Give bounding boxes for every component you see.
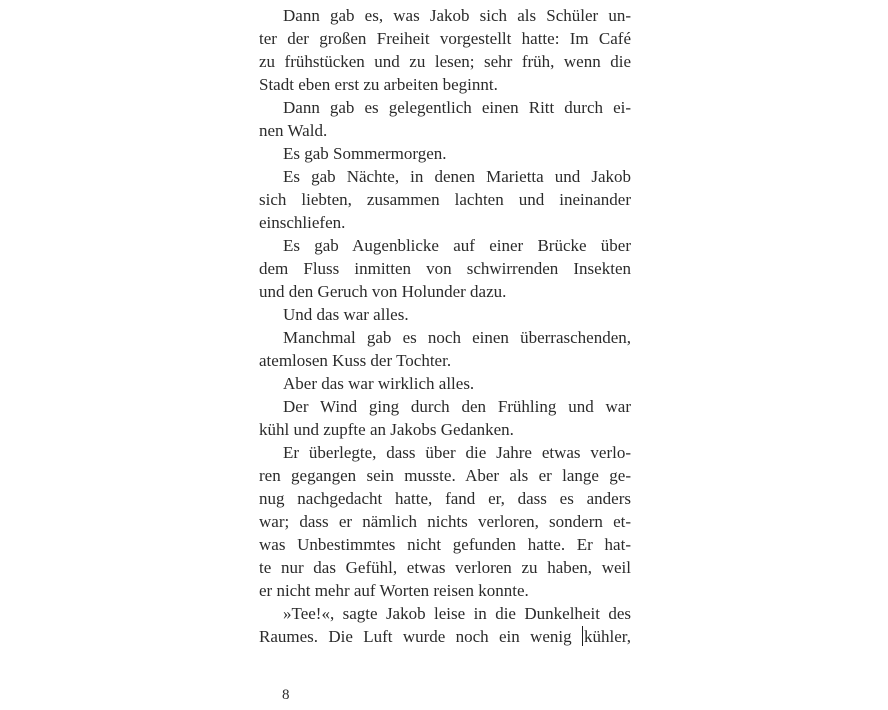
paragraph — [259, 96, 631, 142]
text-line: kühl und zupfte an Jakobs Gedanken. — [259, 420, 514, 439]
text-line: atemlosen Kuss der Tochter. — [259, 351, 452, 370]
text-line: was Unbestimmtes nicht gefunden hatte. Er hat- — [259, 535, 631, 554]
text-line: dem Fluss inmitten von schwirrenden Insekten — [259, 259, 631, 278]
paragraph — [259, 303, 631, 326]
page-number: 8 — [282, 687, 290, 703]
paragraph — [259, 165, 631, 234]
text-line: zu frühstücken und zu lesen; sehr früh, wenn die — [259, 52, 631, 71]
text-line: Stadt eben erst zu arbeiten beginnt. — [259, 75, 498, 94]
text-line: Manchmal gab es noch einen überraschenden, — [283, 328, 631, 347]
paragraph — [259, 142, 631, 165]
text-line: ren gegangen sein musste. Aber als er lange ge- — [259, 466, 631, 485]
paragraph — [259, 4, 631, 96]
text-line: Dann gab es gelegentlich einen Ritt durch ei- — [283, 98, 631, 117]
text-segment: kühler, — [584, 627, 631, 646]
text-line: te nur das Gefühl, etwas verloren zu haben, weil — [259, 558, 631, 577]
text-line: Er überlegte, dass über die Jahre etwas verlo- — [283, 443, 631, 462]
text-line-with-cursor — [259, 625, 631, 648]
text-line: Es gab Sommermorgen. — [283, 144, 447, 163]
text-line: sich liebten, zusammen lachten und ineinander — [259, 190, 631, 209]
text-cursor — [582, 626, 583, 646]
paragraph — [259, 326, 631, 372]
text-line: war; dass er nämlich nichts verloren, sondern et- — [259, 512, 631, 531]
text-line: nug nachgedacht hatte, fand er, dass es anders — [259, 489, 631, 508]
paragraph — [259, 234, 631, 303]
paragraph — [259, 602, 631, 648]
text-segment: Raumes. Die Luft wurde noch ein wenig — [259, 627, 582, 646]
text-line: nen Wald. — [259, 121, 328, 140]
text-line: Es gab Nächte, in denen Marietta und Jakob — [283, 167, 631, 186]
text-line: und den Geruch von Holunder dazu. — [259, 282, 507, 301]
text-line: ter der großen Freiheit vorgestellt hatte: Im Café — [259, 29, 631, 48]
paragraph — [259, 395, 631, 441]
text-line: Aber das war wirklich alles. — [283, 374, 475, 393]
paragraph — [259, 372, 631, 395]
text-line: er nicht mehr auf Worten reisen konnte. — [259, 581, 529, 600]
text-line: Und das war alles. — [283, 305, 409, 324]
text-line: Der Wind ging durch den Frühling und war — [283, 397, 631, 416]
text-line: »Tee!«, sagte Jakob leise in die Dunkelheit des — [283, 604, 631, 623]
paragraph — [259, 441, 631, 602]
text-line: Es gab Augenblicke auf einer Brücke über — [283, 236, 631, 255]
text-line: Dann gab es, was Jakob sich als Schüler un- — [283, 6, 631, 25]
text-body[interactable] — [259, 4, 631, 648]
text-line: einschliefen. — [259, 213, 346, 232]
